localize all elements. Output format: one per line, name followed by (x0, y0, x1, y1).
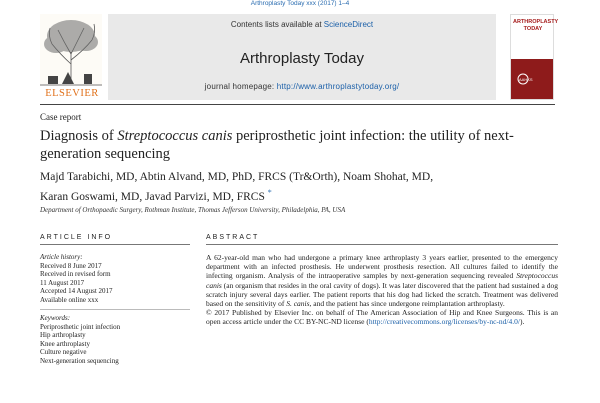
copyright-paragraph (206, 308, 558, 326)
journal-title: Arthroplasty Today (240, 50, 364, 67)
article-info-heading: ARTICLE INFO (40, 234, 113, 241)
copyright-end: ). (519, 317, 525, 327)
history-item: Available online xxx (40, 295, 99, 304)
title-part-1: Diagnosis of (40, 128, 118, 144)
keywords-label: Keywords: (40, 314, 71, 322)
history-label: Article history: (40, 253, 83, 261)
abstract-paragraph (206, 253, 558, 308)
keywords (40, 314, 190, 366)
keywords-rule (40, 309, 190, 310)
authors-line-2-wrap (40, 185, 560, 205)
abstract-body (206, 253, 558, 327)
abstract-sentence-2: (an organism that resides in the oral cavity of dogs). It was later discovered that the patient had sustained a dog scratch injury several days earlier. The patient reports that his dog had licked the scratch. Treatment was delivered based on the sensitivity of (206, 280, 558, 309)
abstract-organism-short: S. canis (286, 299, 310, 309)
article-info-rule (40, 244, 190, 245)
abstract-heading: ABSTRACT (206, 234, 260, 241)
homepage-link[interactable]: http://www.arthroplastytoday.org/ (276, 82, 400, 91)
keyword-item: Next-generation sequencing (40, 356, 119, 365)
author-list (40, 170, 560, 205)
keyword-item: Culture negative (40, 348, 87, 357)
abstract-sentence-1: A 62-year-old man who had undergone a primary knee arthroplasty 3 years earlier, presented to the emergency department with an infected prosthesis. He underwent prosthesis resection. All cultures failed to identify the infecting organism. Analysis of the intraoperative samples by next-generation sequencing revealed (206, 253, 558, 281)
history-item: Received in revised form (40, 270, 111, 279)
article-title (40, 127, 560, 163)
contents-prefix: Contents lists available at (230, 20, 324, 29)
header-rule (40, 104, 555, 105)
journal-header-band (108, 14, 496, 100)
title-organism: Streptococcus canis (117, 128, 233, 144)
copyright-text: © 2017 Published by Elsevier Inc. on behalf of The American Association of Hip and Knee Surgeons. This is an open access article under the CC BY-NC-ND license ( (206, 308, 558, 327)
abstract-rule (206, 244, 558, 245)
history-item: Received 8 June 2017 (40, 261, 102, 270)
authors-line-2: Karan Goswami, MD, Javad Parvizi, MD, FRCS (40, 190, 265, 203)
title-part-2: periprosthetic joint infection: the utility of next-generation sequencing (40, 128, 514, 162)
cover-title: ARTHROPLASTY TODAY (513, 19, 559, 32)
sciencedirect-link[interactable]: ScienceDirect (323, 20, 374, 29)
keyword-item: Knee arthroplasty (40, 339, 90, 348)
cover-band (511, 59, 553, 99)
history-item: 11 August 2017 (40, 278, 85, 287)
license-link[interactable]: http://creativecommons.org/licenses/by-nc-nd/4.0/ (368, 317, 520, 327)
contents-line (108, 20, 496, 29)
abstract-sentence-3: , and the patient has since undergone reimplantation arthroplasty. (309, 299, 505, 309)
journal-reference: Arthroplasty Today xxx (2017) 1–4 (250, 0, 350, 7)
homepage-line (108, 82, 496, 91)
keyword-item: Periprosthetic joint infection (40, 322, 121, 331)
corresponding-author-mark[interactable]: * (267, 188, 272, 197)
authors-line-1: Majd Tarabichi, MD, Abtin Alvand, MD, PhD, FRCS (Tr&Orth), Noam Shohat, MD, (40, 171, 434, 183)
journal-cover (510, 14, 559, 100)
homepage-prefix: journal homepage: (204, 82, 277, 91)
cover-badge: AAHKS (519, 77, 533, 82)
affiliation: Department of Orthopaedic Surgery, Rothman Institute, Thomas Jefferson University, Philadelphia, PA, USA (40, 206, 346, 214)
article-type: Case report (40, 112, 82, 122)
abstract-organism: Streptococcus canis (206, 271, 558, 290)
keyword-item: Hip arthroplasty (40, 331, 86, 340)
history-item: Accepted 14 August 2017 (40, 287, 113, 296)
article-history (40, 253, 190, 305)
elsevier-wordmark: ELSEVIER (45, 88, 99, 99)
